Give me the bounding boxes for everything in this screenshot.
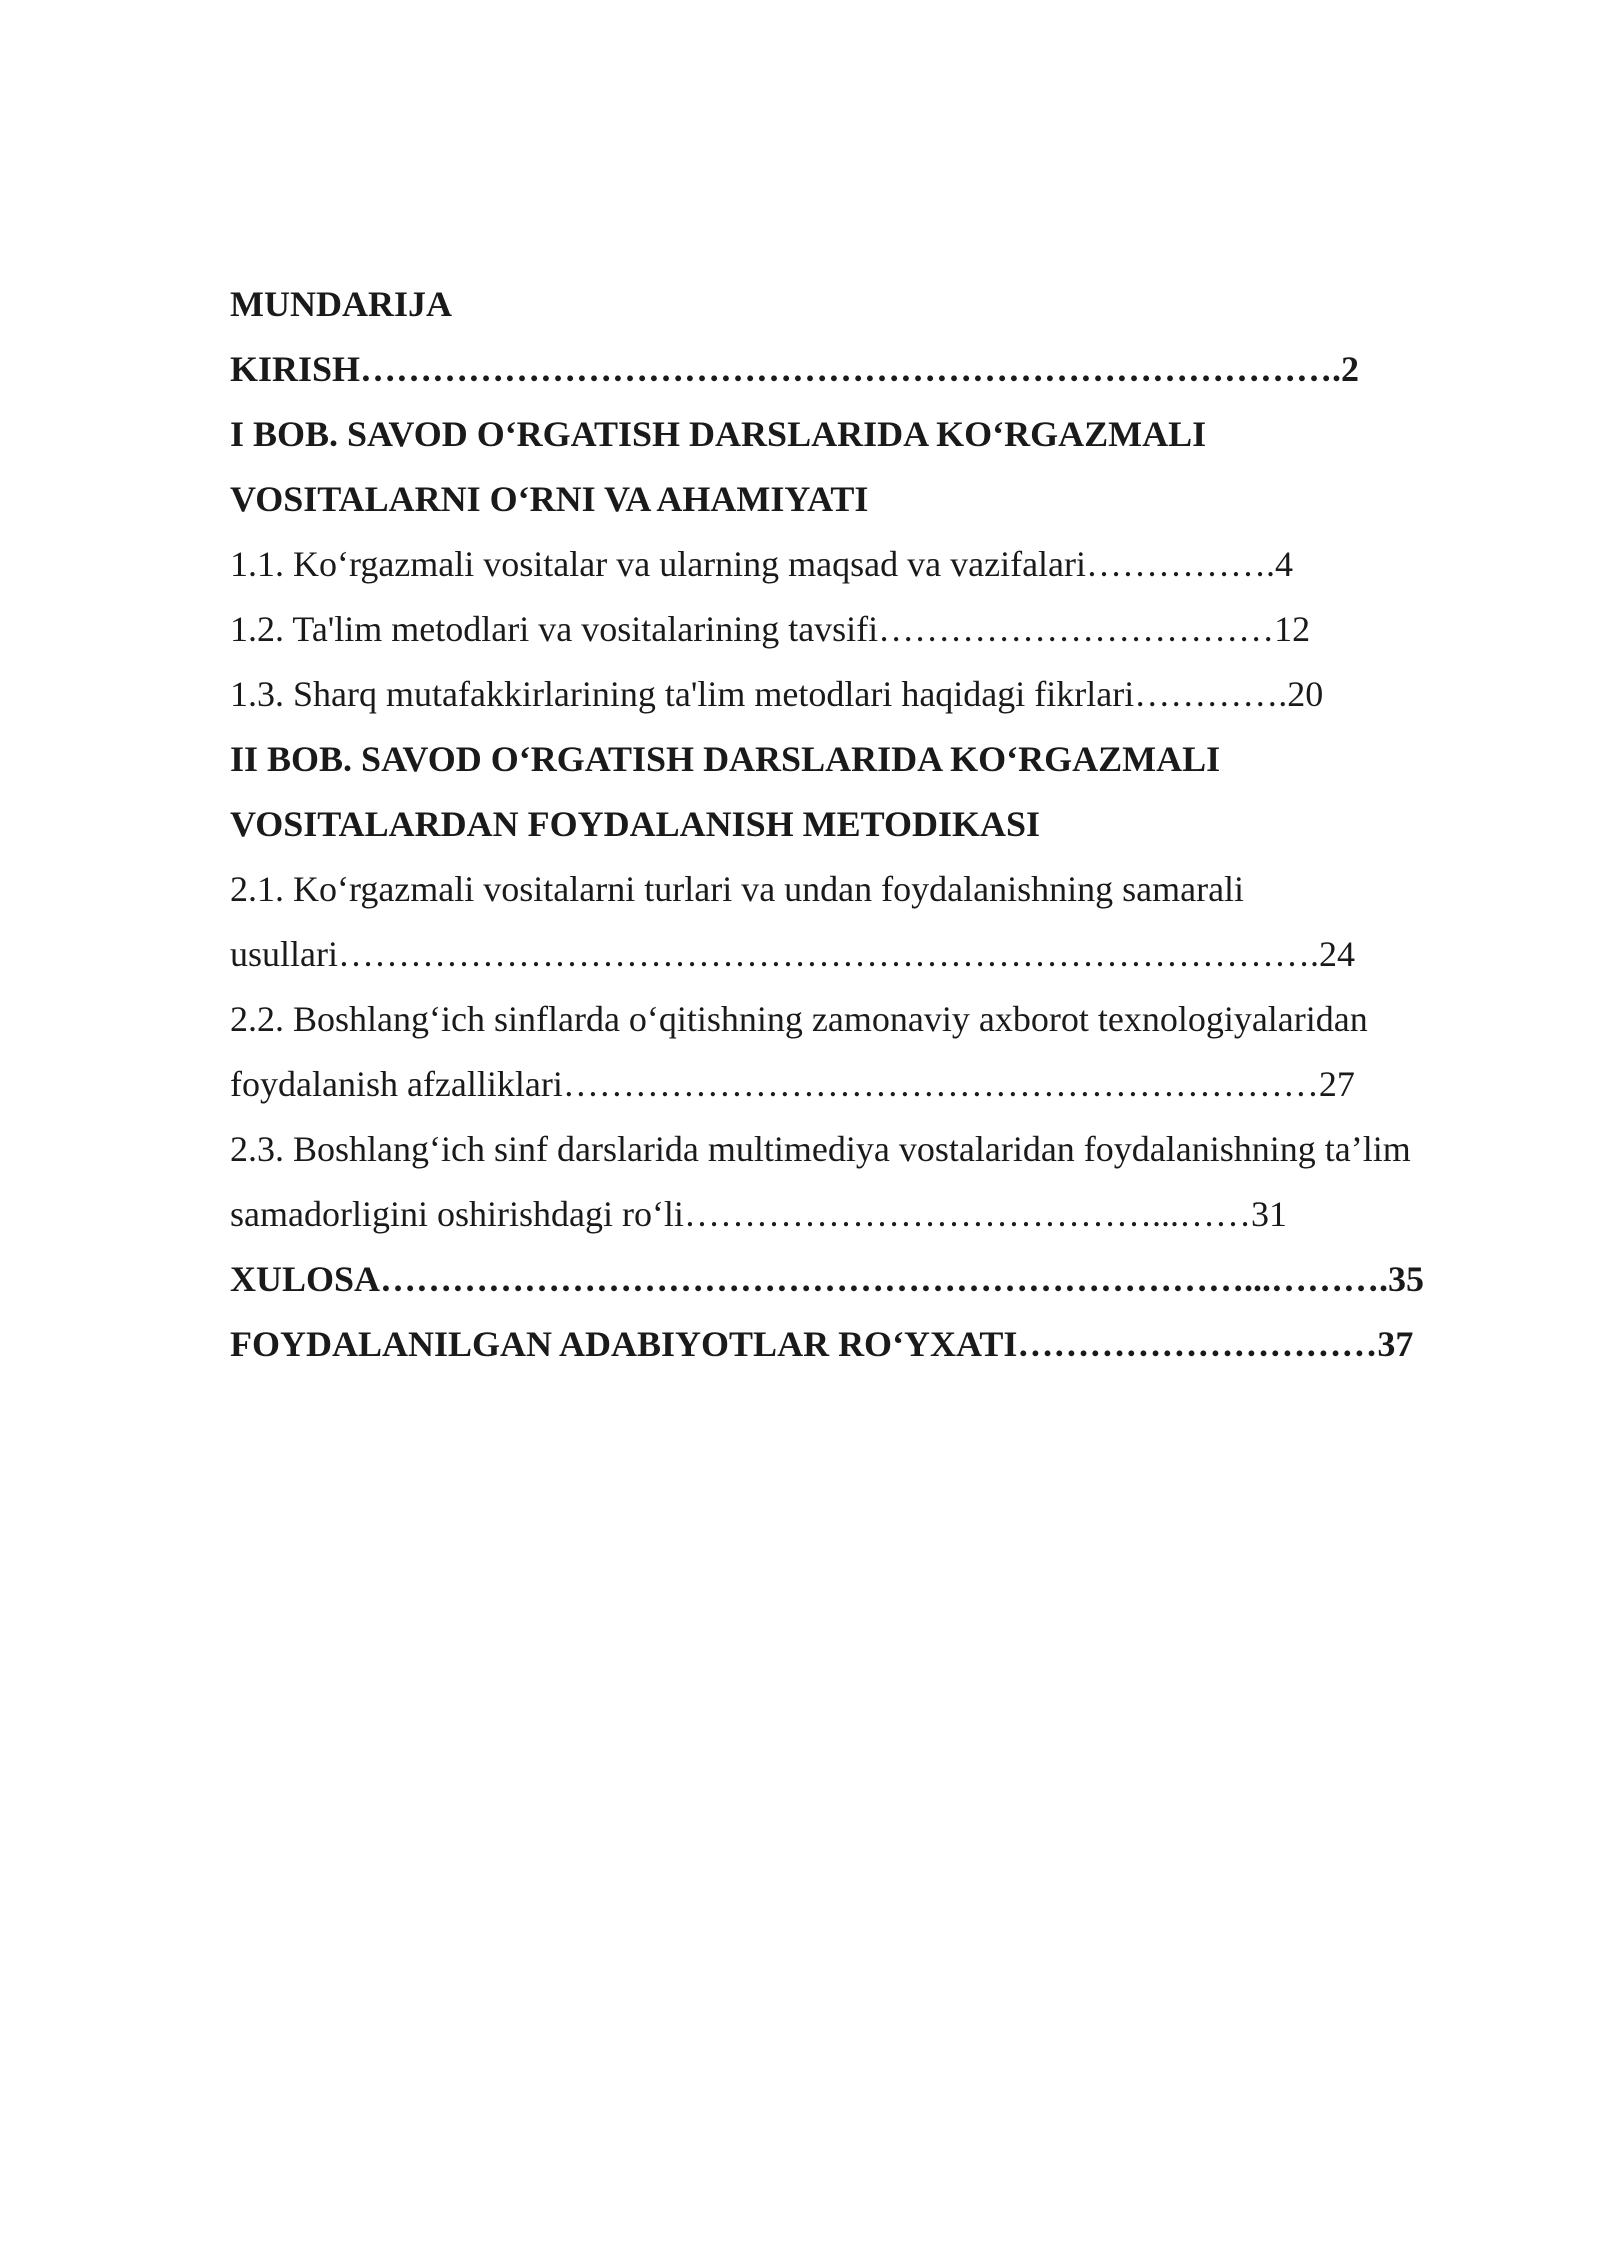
toc-entry-2-2-line1: 2.2. Boshlang‘ich sinflarda o‘qitishning zamonaviy axborot texnologiyalaridan xyxy=(230,999,1368,1039)
toc-chapter-1-heading-line1: I BOB. SAVOD O‘RGATISH DARSLARIDA KO‘RGAZMALI xyxy=(230,414,1207,454)
toc-entry-2-1-line1: 2.1. Ko‘rgazmali vositalarni turlari va undan foydalanishning samarali xyxy=(230,869,1245,909)
toc-chapter-2-heading-line1: II BOB. SAVOD O‘RGATISH DARSLARIDA KO‘RGAZMALI xyxy=(230,739,1221,779)
toc-entry-2-1-line2: usullari……………………………………………………………………….24 xyxy=(230,934,1355,974)
toc-entry-adabiyotlar: FOYDALANILGAN ADABIYOTLAR RO‘YXATI…………………………37 xyxy=(230,1324,1414,1364)
document-page xyxy=(230,272,1530,1377)
toc-entry-2-3-line1: 2.3. Boshlang‘ich sinf darslarida multimediya vostalaridan foydalanishning ta’lim xyxy=(230,1129,1411,1169)
toc-entry-kirish: KIRISH……………………………………………………………………….2 xyxy=(230,349,1360,389)
toc-entry-2-3-line2: samadorligini oshirishdagi ro‘li…………………………………...……31 xyxy=(230,1194,1287,1234)
toc-entry-1-3: 1.3. Sharq mutafakkirlarining ta'lim metodlari haqidagi fikrlari………….20 xyxy=(230,674,1324,714)
toc-entry-1-1: 1.1. Ko‘rgazmali vositalar va ularning maqsad va vazifalari…………….4 xyxy=(230,544,1294,584)
toc-entry-1-2: 1.2. Ta'lim metodlari va vositalarining tavsifi……………………………12 xyxy=(230,609,1311,649)
toc-entry-2-2-line2: foydalanish afzalliklari………………………………………………………27 xyxy=(230,1064,1355,1104)
toc-chapter-1-heading-line2: VOSITALARNI O‘RNI VA AHAMIYATI xyxy=(230,479,869,519)
toc-title: MUNDARIJA xyxy=(230,284,452,324)
toc-chapter-2-heading-line2: VOSITALARDAN FOYDALANISH METODIKASI xyxy=(230,804,1041,844)
toc-entry-xulosa: XULOSA………………………………………………………………...……….35 xyxy=(230,1259,1425,1299)
